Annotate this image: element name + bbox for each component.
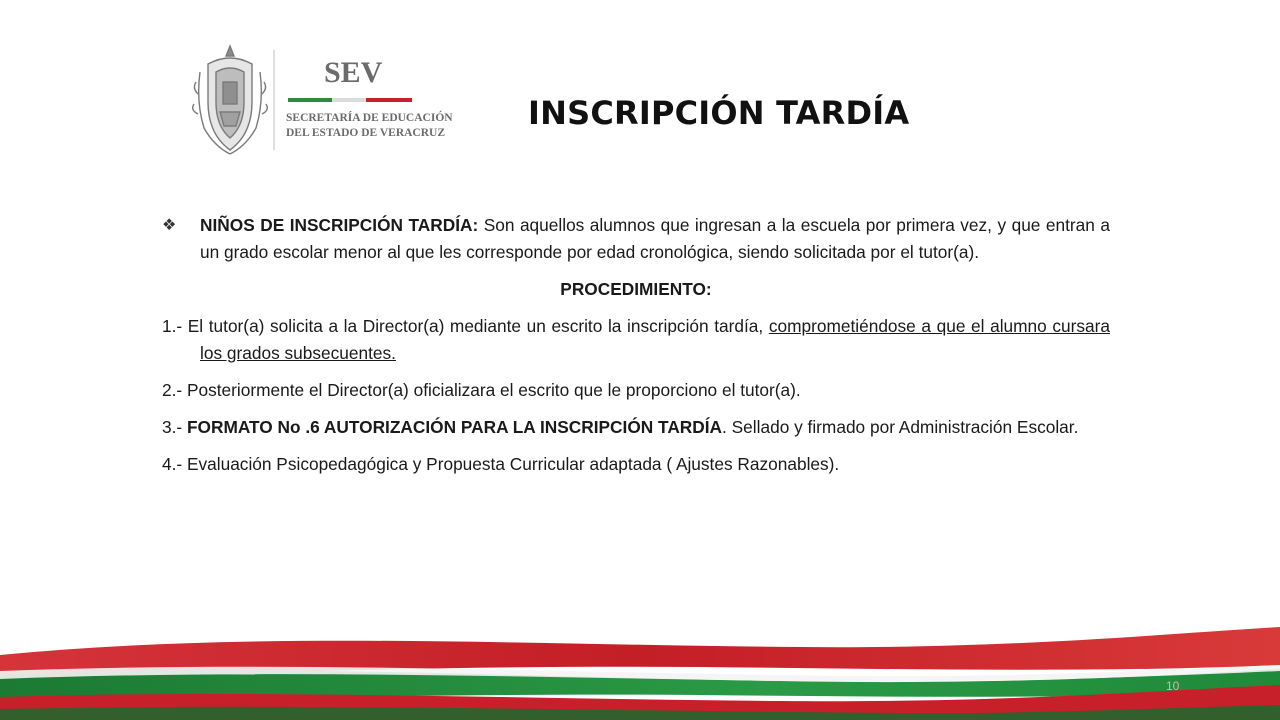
slide-content — [162, 212, 1110, 488]
veracruz-coat-of-arms-icon — [193, 46, 268, 154]
diamond-bullet-icon: ❖ — [162, 217, 177, 234]
step-4: 4.- Evaluación Psicopedagógica y Propuesta Curricular adaptada ( Ajustes Razonables). — [162, 454, 840, 474]
logo-green-bar — [288, 98, 332, 102]
sev-logo — [190, 42, 453, 157]
step-3 — [162, 414, 1110, 441]
intro-paragraph — [162, 212, 1110, 266]
step-3-suffix: . Sellado y firmado por Administración Escolar. — [722, 417, 1079, 437]
page-title: INSCRIPCIÓN TARDÍA — [528, 94, 910, 132]
logo-red-bar — [366, 98, 412, 102]
logo-line1: SECRETARÍA DE EDUCACIÓN — [286, 112, 453, 124]
step-1-underlined: comprometiéndose a que el alumno cursara los grados subsecuentes. — [200, 316, 1110, 363]
logo-line2: DEL ESTADO DE VERACRUZ — [286, 127, 446, 139]
step-1-text: 1.- El tutor(a) solicita a la Director(a) mediante un escrito la inscripción tardía, — [162, 316, 769, 336]
procedure-heading: PROCEDIMIENTO: — [560, 279, 712, 299]
decorative-ribbon — [0, 625, 1280, 720]
step-2: 2.- Posteriormente el Director(a) oficializara el escrito que le proporciono el tutor(a). — [162, 380, 801, 400]
intro-text: Son aquellos alumnos que ingresan a la escuela por primera vez, y que entran a un grado escolar menor al que les corresponde por edad cronológica, siendo solicitada por el tutor(a). — [200, 215, 1110, 262]
step-1 — [162, 313, 1110, 367]
step-3-format-name: FORMATO No .6 AUTORIZACIÓN PARA LA INSCRIPCIÓN TARDÍA — [186, 417, 723, 437]
intro-term: NIÑOS DE INSCRIPCIÓN TARDÍA: — [200, 215, 479, 235]
logo-brand: SEV — [324, 56, 383, 89]
logo-white-bar — [332, 98, 366, 102]
page-number: 10 — [1166, 679, 1180, 693]
step-3-prefix: 3.- — [162, 417, 187, 437]
